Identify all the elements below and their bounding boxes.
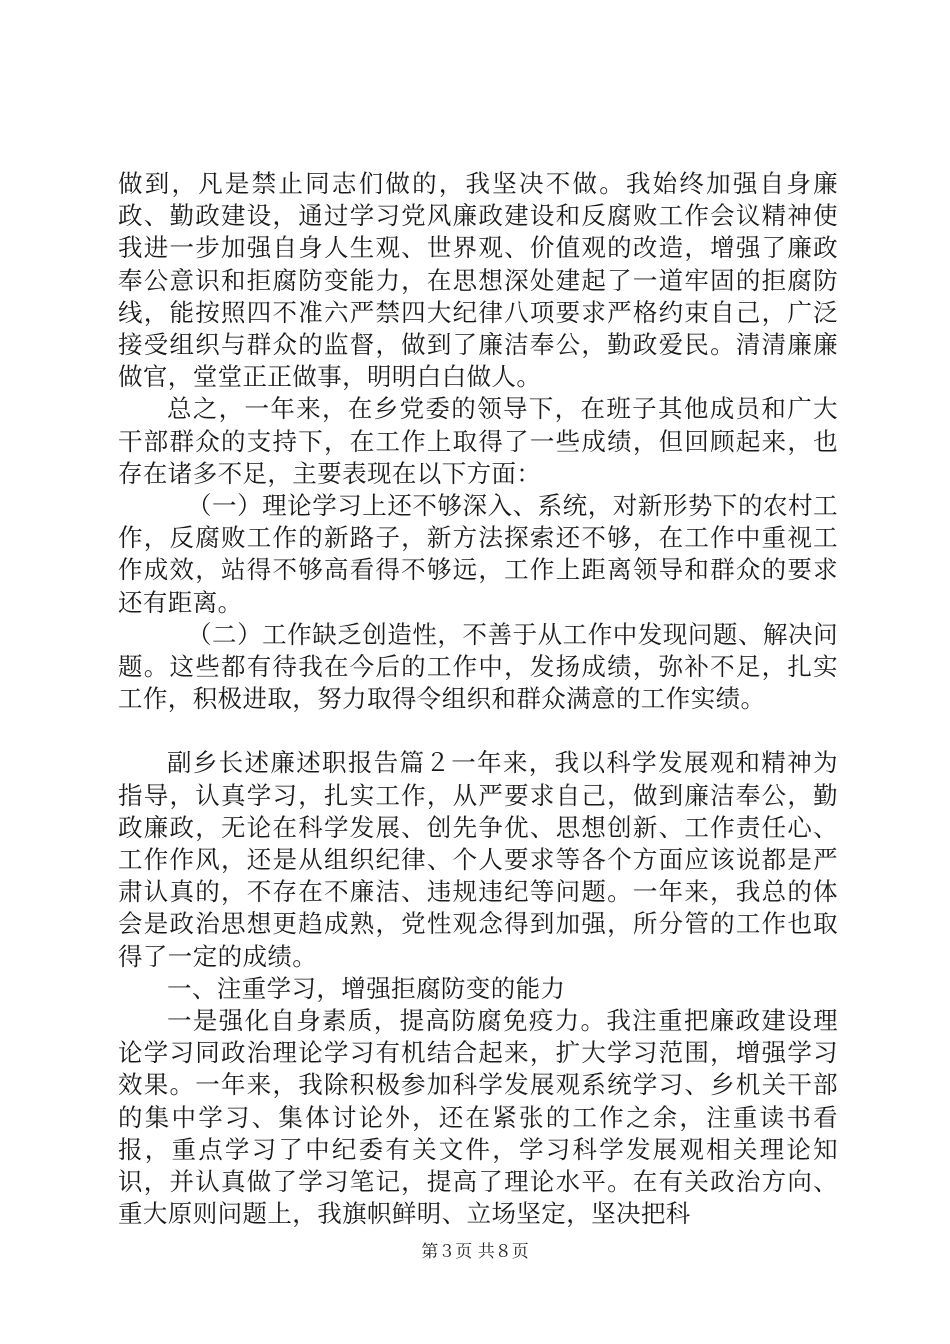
document-body (118, 168, 838, 1231)
paragraph-summary: 总之，一年来，在乡党委的领导下，在班子其他成员和广大干部群众的支持下，在工作上取得了一些成绩，但回顾起来，也存在诸多不足，主要表现在以下方面： (118, 394, 838, 488)
paragraph-study: 一是强化自身素质，提高防腐免疫力。我注重把廉政建设理论学习同政治理论学习有机结合起来，扩大学习范围，增强学习效果。一年来，我除积极参加科学发展观系统学习、乡机关干部的集中学习、集体讨论外，还在紧张的工作之余，注重读书看报，重点学习了中纪委有关文件，学习科学发展观相关理论知识，并认真做了学习笔记，提高了理论水平。在有关政治方向、重大原则问题上，我旗帜鲜明、立场坚定，坚决把科 (118, 1006, 838, 1229)
paragraph-shortcoming-two: （二）工作缺乏创造性，不善于从工作中发现问题、解决问题。这些都有待我在今后的工作中，发扬成绩，弥补不足，扎实工作，积极进取，努力取得令组织和群众满意的工作实绩。 (118, 619, 838, 714)
page-number: 第３页 共８页 (421, 1242, 529, 1262)
paragraph-gap (118, 715, 838, 747)
paragraph-report-intro: 副乡长述廉述职报告篇２一年来，我以科学发展观和精神为指导，认真学习，扎实工作，从严要求自己，做到廉洁奉公，勤政廉政，无论在科学发展、创先争优、思想创新、工作责任心、工作作风，还是从组织纪律、个人要求等各个方面应该说都是严肃认真的，不存在不廉洁、违规违纪等问题。一年来，我总的体会是政治思想更趋成熟，党性观念得到加强，所分管的工作也取得了一定的成绩。 (118, 748, 838, 971)
paragraph-shortcoming-one: （一）理论学习上还不够深入、系统，对新形势下的农村工作，反腐败工作的新路子，新方法探索还不够，在工作中重视工作成效，站得不够高看得不够远，工作上距离领导和群众的要求还有距离。 (118, 491, 838, 617)
paragraph-continuation: 做到，凡是禁止同志们做的，我坚决不做。我始终加强自身廉政、勤政建设，通过学习党风廉政建设和反腐败工作会议精神使我进一步加强自身人生观、世界观、价值观的改造，增强了廉政奉公意识和拒腐防变能力，在思想深处建起了一道牢固的拒腐防线，能按照四不准六严禁四大纪律八项要求严格约束自己，广泛接受组织与群众的监督，做到了廉洁奉公，勤政爱民。清清廉廉做官，堂堂正正做事，明明白白做人。 (118, 169, 838, 392)
page-footer (0, 1241, 950, 1263)
section-heading: 一、注重学习，增强拒腐防变的能力 (167, 973, 566, 1003)
